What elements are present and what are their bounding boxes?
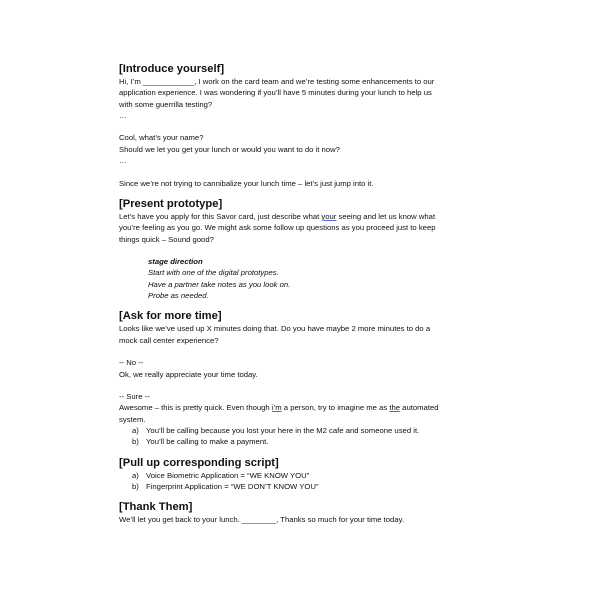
list-item: a) You’ll be calling because you lost your here in the M2 cafe and someone used it.	[132, 426, 420, 436]
ellipsis: …	[119, 110, 127, 120]
intro-line-2: application experience. I was wondering if you’ll have 5 minutes during your lunch to help us	[119, 88, 432, 98]
thank-you-line: We’ll let you get back to your lunch. ________, Thanks so much for your time today.	[119, 515, 405, 525]
prototype-line-2: you’re feeling as you go. We might ask some follow up questions as you proceed just to keep	[119, 223, 436, 233]
list-item: b) Fingerprint Application = “WE DON’T KNOW YOU”	[132, 481, 319, 491]
no-branch-text: Ok, we really appreciate your time today.	[119, 369, 258, 379]
spelling-flag: the	[389, 403, 401, 413]
sure-branch-text-2: system.	[119, 414, 146, 424]
heading-thank-them: [Thank Them]	[119, 501, 193, 514]
stage-direction-line: Start with one of the digital prototypes.	[148, 268, 279, 278]
intro-line-1: Hi, I’m ____________, I work on the card team and we’re testing some enhancements to our	[119, 77, 435, 86]
list-item: a) Voice Biometric Application = “WE KNOW YOU”	[132, 470, 310, 480]
stage-direction-title: stage direction	[148, 257, 203, 267]
heading-pull-up-script: [Pull up corresponding script]	[119, 456, 279, 469]
heading-ask-for-more-time: [Ask for more time]	[119, 310, 222, 323]
sure-branch-text: Awesome – this is pretty quick. Even though i’m a person, try to imagine me as the automated	[119, 403, 439, 413]
intro-line-3: with some guerrilla testing?	[119, 99, 213, 109]
more-time-line-2: mock call center experience?	[119, 335, 219, 345]
heading-present-prototype: [Present prototype]	[119, 197, 223, 210]
prototype-line-3: things quick – Sound good?	[119, 234, 214, 244]
stage-direction-line: Have a partner take notes as you look on.	[148, 279, 291, 289]
ask-name-line: Cool, what’s your name?	[119, 133, 204, 143]
stage-direction-line: Probe as needed.	[148, 291, 209, 301]
more-time-line-1: Looks like we’ve used up X minutes doing that. Do you have maybe 2 more minutes to do a	[119, 324, 431, 334]
ellipsis: …	[119, 156, 127, 166]
lunch-question-line: Should we let you get your lunch or would you want to do it now?	[119, 144, 340, 154]
document-page	[119, 62, 491, 526]
heading-introduce-yourself: [Introduce yourself]	[119, 63, 225, 75]
spelling-flag: i’m	[271, 403, 282, 413]
jump-in-line: Since we’re not trying to cannibalize your lunch time – let’s just jump into it.	[119, 178, 374, 188]
prototype-line-1: Let’s have you apply for this Savor card, just describe what your seeing and let us know what	[119, 211, 436, 221]
sure-branch-label: -- Sure --	[119, 392, 150, 402]
spelling-flag: your	[321, 211, 337, 221]
list-item: b) You’ll be calling to make a payment.	[132, 437, 269, 447]
no-branch-label: -- No --	[119, 358, 144, 368]
